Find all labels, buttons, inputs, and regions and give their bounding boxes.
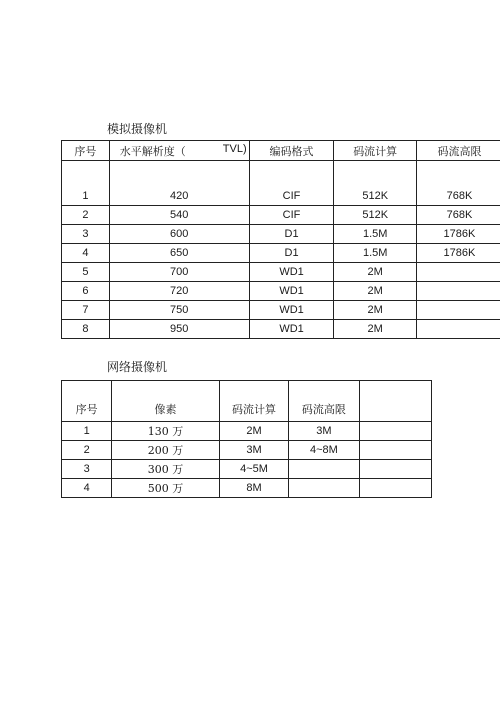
header-pixels: 像素 <box>112 381 220 422</box>
cell-index: 5 <box>62 263 110 282</box>
cell-encoding: WD1 <box>249 263 334 282</box>
cell-encoding: CIF <box>249 161 334 206</box>
table-row <box>62 225 500 244</box>
cell-index: 4 <box>62 479 112 498</box>
cell-index: 6 <box>62 282 110 301</box>
header-index: 序号 <box>62 381 112 422</box>
header-bitrate-max: 码流高限 <box>416 141 500 161</box>
header-encoding: 编码格式 <box>249 141 334 161</box>
cell-extra <box>359 460 431 479</box>
cell-resolution: 600 <box>109 225 249 244</box>
table-row <box>62 161 500 206</box>
cell-bitrate-max: 4~8M <box>289 441 359 460</box>
cell-bitrate: 3M <box>219 441 288 460</box>
cell-bitrate-max: 768K <box>416 161 500 206</box>
cell-bitrate-max: 768K <box>416 206 500 225</box>
table-row <box>62 263 500 282</box>
table-row <box>62 441 432 460</box>
cell-index: 3 <box>62 460 112 479</box>
cell-bitrate-max: 1786K <box>416 244 500 263</box>
analog-camera-title: 模拟摄像机 <box>107 122 168 136</box>
cell-extra <box>359 441 431 460</box>
cell-extra <box>359 422 431 441</box>
cell-bitrate: 2M <box>334 301 416 320</box>
network-camera-title: 网络摄像机 <box>107 360 168 374</box>
cell-pixels: 500 万 <box>112 479 220 498</box>
header-extra <box>359 381 431 422</box>
header-resolution-unit: TVL) <box>222 142 247 155</box>
cell-bitrate-max <box>416 301 500 320</box>
cell-index: 1 <box>62 422 112 441</box>
cell-resolution: 420 <box>109 161 249 206</box>
header-index: 序号 <box>62 141 110 161</box>
header-resolution <box>109 141 249 161</box>
cell-bitrate-max <box>289 479 359 498</box>
cell-bitrate-max <box>416 282 500 301</box>
cell-pixels: 200 万 <box>112 441 220 460</box>
cell-bitrate-max <box>416 263 500 282</box>
cell-bitrate-max <box>416 320 500 339</box>
cell-pixels: 300 万 <box>112 460 220 479</box>
table-row <box>62 320 500 339</box>
cell-extra <box>359 479 431 498</box>
cell-bitrate-max: 1786K <box>416 225 500 244</box>
cell-bitrate: 2M <box>334 320 416 339</box>
analog-camera-table <box>61 140 500 339</box>
cell-resolution: 700 <box>109 263 249 282</box>
cell-bitrate-max <box>289 460 359 479</box>
cell-bitrate: 4~5M <box>219 460 288 479</box>
cell-index: 4 <box>62 244 110 263</box>
cell-encoding: WD1 <box>249 282 334 301</box>
header-bitrate: 码流计算 <box>334 141 416 161</box>
cell-index: 8 <box>62 320 110 339</box>
cell-encoding: WD1 <box>249 301 334 320</box>
cell-resolution: 720 <box>109 282 249 301</box>
cell-resolution: 750 <box>109 301 249 320</box>
cell-resolution: 650 <box>109 244 249 263</box>
cell-resolution: 540 <box>109 206 249 225</box>
cell-bitrate: 8M <box>219 479 288 498</box>
header-bitrate: 码流计算 <box>219 381 288 422</box>
table-row <box>62 479 432 498</box>
cell-resolution: 950 <box>109 320 249 339</box>
table-row <box>62 282 500 301</box>
table-row <box>62 244 500 263</box>
cell-bitrate: 2M <box>219 422 288 441</box>
table-row <box>62 301 500 320</box>
cell-bitrate: 2M <box>334 282 416 301</box>
cell-index: 3 <box>62 225 110 244</box>
cell-index: 2 <box>62 441 112 460</box>
cell-bitrate: 512K <box>334 161 416 206</box>
cell-index: 2 <box>62 206 110 225</box>
network-camera-table <box>61 380 432 498</box>
cell-encoding: D1 <box>249 244 334 263</box>
table-row <box>62 422 432 441</box>
header-bitrate-max: 码流高限 <box>289 381 359 422</box>
cell-bitrate: 2M <box>334 263 416 282</box>
table-row <box>62 206 500 225</box>
cell-encoding: CIF <box>249 206 334 225</box>
cell-index: 7 <box>62 301 110 320</box>
cell-bitrate: 1.5M <box>334 244 416 263</box>
cell-bitrate: 1.5M <box>334 225 416 244</box>
cell-bitrate-max: 3M <box>289 422 359 441</box>
table-header-row <box>62 381 432 422</box>
table-header-row <box>62 141 500 161</box>
cell-pixels: 130 万 <box>112 422 220 441</box>
header-resolution-label: 水平解析度（ <box>119 144 186 158</box>
cell-bitrate: 512K <box>334 206 416 225</box>
cell-encoding: WD1 <box>249 320 334 339</box>
table-row <box>62 460 432 479</box>
cell-encoding: D1 <box>249 225 334 244</box>
cell-index: 1 <box>62 161 110 206</box>
